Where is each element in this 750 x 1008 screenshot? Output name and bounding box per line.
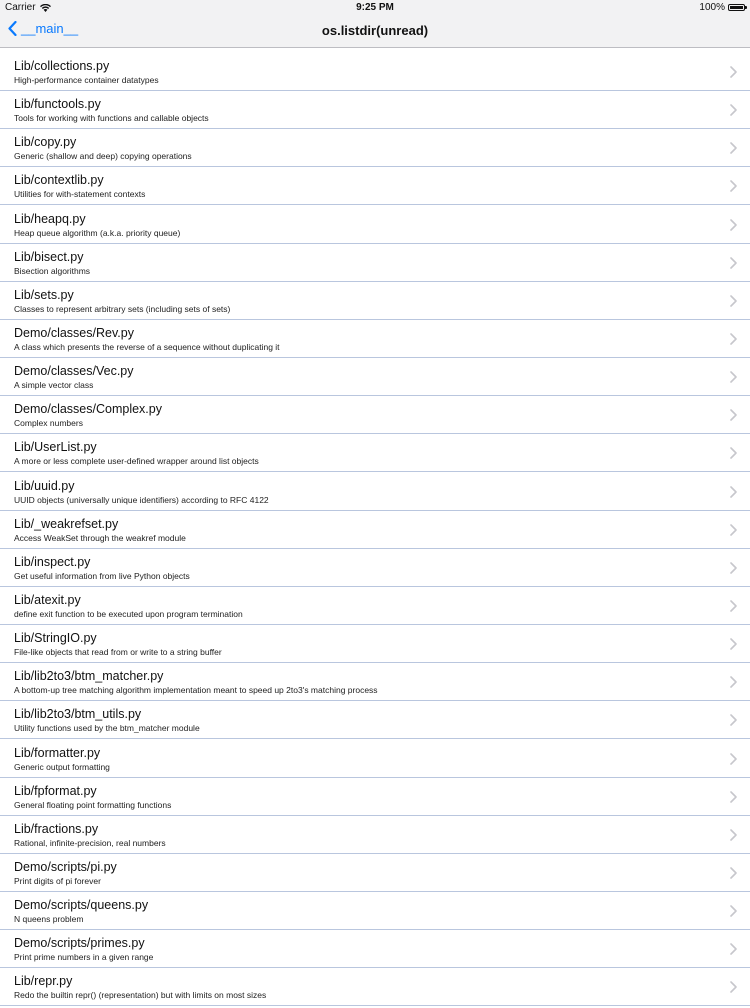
list-item-title: Lib/bisect.py [14,249,84,264]
list-item[interactable] [0,931,750,968]
list-item-title: Lib/heapq.py [14,211,86,226]
list-item-subtitle: Tools for working with functions and callable objects [14,113,209,124]
list-item-subtitle: Utilities for with-statement contexts [14,189,146,200]
list-item-title: Demo/classes/Vec.py [14,364,134,379]
chevron-right-icon [730,638,737,650]
list-item-subtitle: Complex numbers [14,418,83,429]
list-item-title: Lib/formatter.py [14,745,101,760]
list-item-title: Lib/fpformat.py [14,783,97,798]
list-item-subtitle: Generic (shallow and deep) copying operations [14,151,192,162]
list-item[interactable] [0,626,750,663]
carrier-label: Carrier [5,2,36,13]
list-item-subtitle: A class which presents the reverse of a sequence without duplicating it [14,341,280,352]
list-item-subtitle: Bisection algorithms [14,265,91,276]
list-item-subtitle: A bottom-up tree matching algorithm implementation meant to speed up 2to3's matching process [14,685,378,696]
list-item[interactable] [0,550,750,587]
list-item-title: Lib/repr.py [14,974,73,989]
list-item-subtitle: Rational, infinite-precision, real numbers [14,837,166,848]
chevron-right-icon [730,257,737,269]
list-item[interactable] [0,92,750,129]
list-item[interactable] [0,168,750,205]
list-item-subtitle: UUID objects (universally unique identifiers) according to RFC 4122 [14,494,269,505]
list-item-subtitle: Classes to represent arbitrary sets (including sets of sets) [14,303,231,314]
list-item[interactable] [0,359,750,396]
list-item[interactable] [0,702,750,739]
list-item-title: Lib/StringIO.py [14,631,97,646]
list-item-title: Lib/lib2to3/btm_utils.py [14,707,142,722]
list-item[interactable] [0,245,750,282]
chevron-right-icon [730,295,737,307]
list-item[interactable] [0,321,750,358]
chevron-right-icon [730,333,737,345]
navigation-bar [0,14,750,48]
list-item[interactable] [0,969,750,1006]
list-item-title: Lib/fractions.py [14,821,99,836]
list-item[interactable] [0,474,750,511]
chevron-right-icon [730,142,737,154]
list-item-title: Lib/collections.py [14,59,110,73]
chevron-right-icon [730,753,737,765]
chevron-right-icon [730,905,737,917]
chevron-right-icon [730,409,737,421]
list-item-subtitle: Generic output formatting [14,761,110,772]
page-title: os.listdir(unread) [321,23,429,38]
chevron-right-icon [730,486,737,498]
chevron-right-icon [730,791,737,803]
list-item-title: Lib/UserList.py [14,440,97,455]
list-item[interactable] [0,779,750,816]
list-item-title: Lib/copy.py [14,135,77,150]
chevron-right-icon [730,447,737,459]
chevron-right-icon [730,600,737,612]
list-item-subtitle: Access WeakSet through the weakref module [14,532,186,543]
chevron-right-icon [730,219,737,231]
chevron-right-icon [730,676,737,688]
chevron-right-icon [730,180,737,192]
list-item[interactable] [0,588,750,625]
list-item-subtitle: N queens problem [14,914,84,925]
list-item-title: Lib/inspect.py [14,554,91,569]
list-item-subtitle: Redo the builtin repr() (representation) but with limits on most sizes [14,990,267,1001]
list-item-title: Lib/lib2to3/btm_matcher.py [14,669,164,684]
list-item-subtitle: Heap queue algorithm (a.k.a. priority queue) [14,227,181,238]
chevron-right-icon [730,943,737,955]
chevron-right-icon [730,524,737,536]
chevron-right-icon [730,829,737,841]
chevron-right-icon [730,981,737,993]
list-item[interactable] [0,54,750,91]
list-item-title: Demo/scripts/queens.py [14,898,149,913]
list-item-title: Lib/contextlib.py [14,173,104,188]
battery-indicator [699,2,745,13]
list-item-title: Demo/scripts/primes.py [14,936,145,951]
list-item-subtitle: A simple vector class [14,380,94,391]
chevron-right-icon [730,66,737,78]
list-item-title: Lib/uuid.py [14,478,75,493]
back-button-label: __main__ [21,21,79,36]
list-item-subtitle: Print digits of pi forever [14,875,101,886]
list-item[interactable] [0,741,750,778]
list-item-subtitle: General floating point formatting functions [14,799,172,810]
chevron-right-icon [730,867,737,879]
list-item[interactable] [0,512,750,549]
list-item-subtitle: File-like objects that read from or write to a string buffer [14,647,222,658]
chevron-right-icon [730,714,737,726]
list-item-subtitle: High-performance container datatypes [14,75,159,85]
list-item-title: Lib/sets.py [14,287,74,302]
list-item-title: Lib/_weakrefset.py [14,516,119,531]
list-item-subtitle: define exit function to be executed upon program termination [14,608,243,619]
list-item[interactable] [0,664,750,701]
list-item-title: Demo/scripts/pi.py [14,859,117,874]
list-item-title: Demo/classes/Complex.py [14,402,162,417]
list-item[interactable] [0,397,750,434]
list-item[interactable] [0,207,750,244]
list-item-title: Demo/classes/Rev.py [14,325,134,340]
list-item-subtitle: A more or less complete user-defined wrapper around list objects [14,456,259,467]
file-list [0,54,750,1008]
list-item[interactable] [0,893,750,930]
list-item[interactable] [0,283,750,320]
status-bar [0,0,750,14]
list-item[interactable] [0,130,750,167]
list-item-subtitle: Get useful information from live Python objects [14,570,190,581]
list-item[interactable] [0,855,750,892]
list-item-title: Lib/functools.py [14,97,101,112]
list-item-title: Lib/atexit.py [14,592,81,607]
list-item[interactable] [0,817,750,854]
chevron-right-icon [730,104,737,116]
chevron-right-icon [730,562,737,574]
list-item[interactable] [0,435,750,472]
list-item-subtitle: Print prime numbers in a given range [14,952,154,963]
battery-percent: 100% [699,2,725,13]
battery-icon [728,4,745,11]
status-time: 9:25 PM [356,2,394,13]
list-item-subtitle: Utility functions used by the btm_matcher module [14,723,200,734]
chevron-right-icon [730,371,737,383]
